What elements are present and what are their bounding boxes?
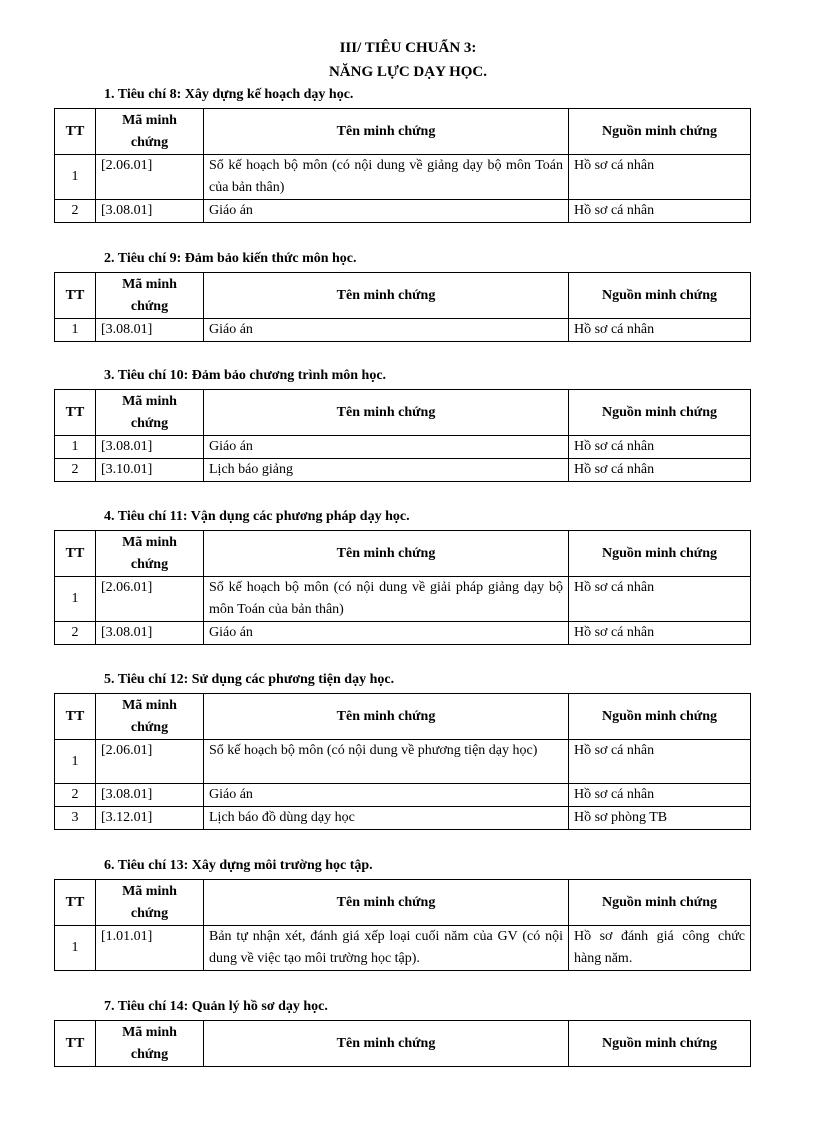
- evidence-name: Bản tự nhận xét, đánh giá xếp loại cuối năm của GV (có nội dung về việc tạo môi trường học tập).: [204, 926, 569, 971]
- evidence-code: [3.08.01]: [96, 319, 204, 342]
- col-header-name: Tên minh chứng: [204, 109, 569, 155]
- col-header-code-line2: chứng: [130, 905, 169, 921]
- table-header-row: [55, 273, 751, 319]
- evidence-name: Sổ kế hoạch bộ môn (có nội dung về giải pháp giảng dạy bộ môn Toán của bản thân): [204, 577, 569, 622]
- evidence-name: Sổ kế hoạch bộ môn (có nội dung về giảng dạy bộ môn Toán của bản thân): [204, 155, 569, 200]
- row-number: 1: [55, 155, 96, 200]
- table-row: [55, 319, 751, 342]
- table-row: [55, 926, 751, 971]
- criterion-title: 7. Tiêu chí 14: Quản lý hồ sơ dạy học.: [104, 999, 328, 1014]
- evidence-source: Hồ sơ cá nhân: [569, 155, 751, 200]
- col-header-code-line1: Mã minh: [122, 883, 177, 899]
- row-number: 2: [55, 459, 96, 482]
- col-header-source: Nguồn minh chứng: [569, 694, 751, 740]
- col-header-code-line2: chứng: [130, 134, 169, 150]
- table-header-row: [55, 531, 751, 577]
- evidence-name: Sổ kế hoạch bộ môn (có nội dung về phương tiện dạy học): [204, 740, 569, 784]
- evidence-source: Hồ sơ cá nhân: [569, 436, 751, 459]
- row-number: 1: [55, 319, 96, 342]
- evidence-table: [54, 693, 751, 830]
- col-header-source: Nguồn minh chứng: [569, 390, 751, 436]
- col-header-code-line1: Mã minh: [122, 1024, 177, 1040]
- table-row: [55, 459, 751, 482]
- col-header-tt: TT: [55, 1021, 96, 1067]
- col-header-code: [96, 880, 204, 926]
- criterion-title: 2. Tiêu chí 9: Đảm bảo kiến thức môn học.: [104, 251, 357, 266]
- row-number: 2: [55, 622, 96, 645]
- table-row: [55, 807, 751, 830]
- row-number: 2: [55, 784, 96, 807]
- evidence-code: [1.01.01]: [96, 926, 204, 971]
- table-row: [55, 622, 751, 645]
- col-header-name: Tên minh chứng: [204, 880, 569, 926]
- evidence-source: Hồ sơ cá nhân: [569, 740, 751, 784]
- col-header-code-line1: Mã minh: [122, 276, 177, 292]
- evidence-source: Hồ sơ cá nhân: [569, 459, 751, 482]
- col-header-code-line2: chứng: [130, 556, 169, 572]
- col-header-name: Tên minh chứng: [204, 531, 569, 577]
- col-header-source: Nguồn minh chứng: [569, 880, 751, 926]
- evidence-table: [54, 108, 751, 223]
- col-header-tt: TT: [55, 273, 96, 319]
- criterion-title: 1. Tiêu chí 8: Xây dựng kế hoạch dạy học.: [104, 87, 354, 102]
- row-number: 3: [55, 807, 96, 830]
- evidence-source: Hồ sơ cá nhân: [569, 319, 751, 342]
- col-header-code-line2: chứng: [130, 719, 169, 735]
- table-row: [55, 577, 751, 622]
- standard-subheading: NĂNG LỰC DẠY HỌC.: [328, 64, 488, 80]
- criterion-title: 3. Tiêu chí 10: Đảm bảo chương trình môn học.: [104, 368, 387, 383]
- criterion-title: 4. Tiêu chí 11: Vận dụng các phương pháp dạy học.: [104, 509, 410, 524]
- table-header-row: [55, 109, 751, 155]
- row-number: 1: [55, 926, 96, 971]
- col-header-source: Nguồn minh chứng: [569, 273, 751, 319]
- col-header-name: Tên minh chứng: [204, 1021, 569, 1067]
- table-row: [55, 200, 751, 223]
- evidence-name: Giáo án: [204, 784, 569, 807]
- col-header-code: [96, 1021, 204, 1067]
- col-header-code-line1: Mã minh: [122, 112, 177, 128]
- col-header-code: [96, 273, 204, 319]
- evidence-table: [54, 1020, 751, 1067]
- evidence-table: [54, 530, 751, 645]
- col-header-tt: TT: [55, 531, 96, 577]
- col-header-code-line1: Mã minh: [122, 534, 177, 550]
- evidence-source: Hồ sơ đánh giá công chức hàng năm.: [569, 926, 751, 971]
- col-header-tt: TT: [55, 390, 96, 436]
- col-header-code-line1: Mã minh: [122, 697, 177, 713]
- evidence-source: Hồ sơ cá nhân: [569, 784, 751, 807]
- evidence-code: [3.08.01]: [96, 784, 204, 807]
- evidence-code: [3.08.01]: [96, 622, 204, 645]
- evidence-name: Giáo án: [204, 436, 569, 459]
- evidence-name: Lịch báo giảng: [204, 459, 569, 482]
- row-number: 1: [55, 740, 96, 784]
- table-header-row: [55, 694, 751, 740]
- col-header-code: [96, 390, 204, 436]
- table-header-row: [55, 880, 751, 926]
- evidence-code: [3.12.01]: [96, 807, 204, 830]
- col-header-source: Nguồn minh chứng: [569, 1021, 751, 1067]
- col-header-tt: TT: [55, 109, 96, 155]
- evidence-code: [2.06.01]: [96, 740, 204, 784]
- evidence-code: [2.06.01]: [96, 577, 204, 622]
- col-header-name: Tên minh chứng: [204, 273, 569, 319]
- col-header-code-line1: Mã minh: [122, 393, 177, 409]
- evidence-code: [3.08.01]: [96, 200, 204, 223]
- col-header-tt: TT: [55, 694, 96, 740]
- table-header-row: [55, 1021, 751, 1067]
- row-number: 1: [55, 577, 96, 622]
- evidence-code: [3.10.01]: [96, 459, 204, 482]
- col-header-code: [96, 531, 204, 577]
- evidence-name: Lịch báo đồ dùng dạy học: [204, 807, 569, 830]
- col-header-name: Tên minh chứng: [204, 694, 569, 740]
- col-header-code-line2: chứng: [130, 298, 169, 314]
- table-header-row: [55, 390, 751, 436]
- evidence-name: Giáo án: [204, 622, 569, 645]
- col-header-code: [96, 109, 204, 155]
- col-header-name: Tên minh chứng: [204, 390, 569, 436]
- table-row: [55, 436, 751, 459]
- col-header-code: [96, 694, 204, 740]
- evidence-name: Giáo án: [204, 200, 569, 223]
- evidence-table: [54, 879, 751, 971]
- col-header-source: Nguồn minh chứng: [569, 531, 751, 577]
- col-header-code-line2: chứng: [130, 1046, 169, 1062]
- row-number: 1: [55, 436, 96, 459]
- evidence-table: [54, 389, 751, 482]
- evidence-source: Hồ sơ cá nhân: [569, 577, 751, 622]
- evidence-name: Giáo án: [204, 319, 569, 342]
- criterion-title: 6. Tiêu chí 13: Xây dựng môi trường học tập.: [104, 858, 373, 873]
- col-header-source: Nguồn minh chứng: [569, 109, 751, 155]
- evidence-table: [54, 272, 751, 342]
- evidence-source: Hồ sơ cá nhân: [569, 622, 751, 645]
- col-header-code-line2: chứng: [130, 415, 169, 431]
- evidence-source: Hồ sơ cá nhân: [569, 200, 751, 223]
- table-row: [55, 155, 751, 200]
- evidence-code: [2.06.01]: [96, 155, 204, 200]
- table-row: [55, 740, 751, 784]
- evidence-code: [3.08.01]: [96, 436, 204, 459]
- standard-heading: III/ TIÊU CHUẨN 3:: [339, 40, 477, 56]
- table-row: [55, 784, 751, 807]
- row-number: 2: [55, 200, 96, 223]
- criterion-title: 5. Tiêu chí 12: Sử dụng các phương tiện dạy học.: [104, 672, 395, 687]
- col-header-tt: TT: [55, 880, 96, 926]
- evidence-source: Hồ sơ phòng TB: [569, 807, 751, 830]
